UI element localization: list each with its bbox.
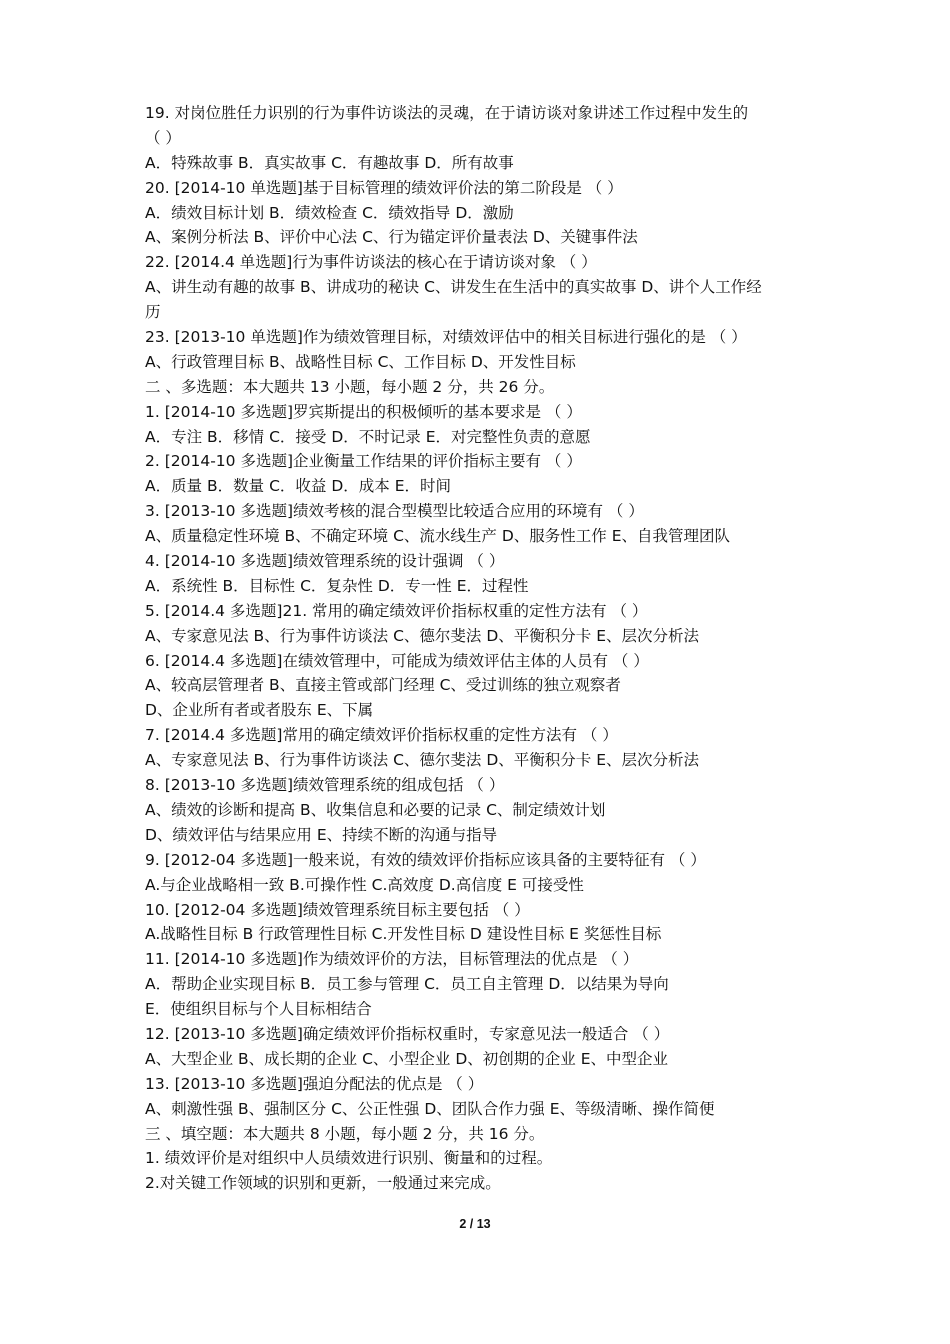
text-line: A．质量 B．数量 C．收益 D．成本 E．时间 (145, 477, 451, 496)
text-line: 9. [2012-04 多选题]一般来说，有效的绩效评价指标应该具备的主要特征有 （ ） (145, 850, 706, 869)
text-line: A、质量稳定性环境 B、不确定环境 C、流水线生产 D、服务性工作 E、自我管理团队 (145, 527, 730, 546)
text-line: D、绩效评估与结果应用 E、持续不断的沟通与指导 (145, 825, 498, 844)
text-line: A、专家意见法 B、行为事件访谈法 C、德尔斐法 D、平衡积分卡 E、层次分析法 (145, 751, 699, 770)
text-line: 三 、填空题：本大题共 8 小题，每小题 2 分，共 16 分。 (145, 1124, 545, 1143)
text-line: 20. [2014-10 单选题]基于目标管理的绩效评价法的第二阶段是 （ ） (145, 178, 623, 197)
text-line: 12. [2013-10 多选题]确定绩效评价指标权重时，专家意见法一般适合 （ ） (145, 1024, 670, 1043)
text-line: 1. 绩效评价是对组织中人员绩效进行识别、衡量和的过程。 (145, 1149, 553, 1168)
text-line: A．特殊故事 B．真实故事 C．有趣故事 D．所有故事 (145, 153, 514, 172)
text-line: 4. [2014-10 多选题]绩效管理系统的设计强调 （ ） (145, 552, 505, 571)
text-line: 历 (145, 303, 161, 322)
text-line: A.与企业战略相一致 B.可操作性 C.高效度 D.高信度 E 可接受性 (145, 875, 584, 894)
text-line: A．绩效目标计划 B．绩效检查 C．绩效指导 D．激励 (145, 203, 514, 222)
text-line: A.战略性目标 B 行政管理性目标 C.开发性目标 D 建设性目标 E 奖惩性目标 (145, 925, 662, 944)
text-line: A．系统性 B．目标性 C．复杂性 D．专一性 E．过程性 (145, 576, 529, 595)
document-body (145, 101, 815, 1196)
text-line: A、行政管理目标 B、战略性目标 C、工作目标 D、开发性目标 (145, 352, 576, 371)
text-line: 2. [2014-10 多选题]企业衡量工作结果的评价指标主要有 （ ） (145, 452, 582, 471)
text-line: 8. [2013-10 多选题]绩效管理系统的组成包括 （ ） (145, 776, 505, 795)
text-line: A、较高层管理者 B、直接主管或部门经理 C、受过训练的独立观察者 (145, 676, 621, 695)
text-line: 23. [2013-10 单选题]作为绩效管理目标，对绩效评估中的相关目标进行强化的是 （ ） (145, 328, 747, 347)
text-line: 1. [2014-10 多选题]罗宾斯提出的积极倾听的基本要求是 （ ） (145, 402, 582, 421)
text-line: A．专注 B．移情 C．接受 D．不时记录 E．对完整性负责的意愿 (145, 427, 591, 446)
text-line: A、大型企业 B、成长期的企业 C、小型企业 D、初创期的企业 E、中型企业 (145, 1049, 668, 1068)
text-line: A、绩效的诊断和提高 B、收集信息和必要的记录 C、制定绩效计划 (145, 800, 606, 819)
text-line: D、企业所有者或者股东 E、下属 (145, 701, 374, 720)
text-line: 7. [2014.4 多选题]常用的确定绩效评价指标权重的定性方法有 （ ） (145, 726, 618, 745)
text-line: A．帮助企业实现目标 B．员工参与管理 C．员工自主管理 D．以结果为导向 (145, 975, 669, 994)
text-line: A、讲生动有趣的故事 B、讲成功的秘诀 C、讲发生在生活中的真实故事 D、讲个人工作经 (145, 278, 762, 297)
text-line: 2.对关键工作领域的识别和更新，一般通过来完成。 (145, 1174, 501, 1193)
text-line: （ ） (145, 128, 181, 147)
text-line: A、专家意见法 B、行为事件访谈法 C、德尔斐法 D、平衡积分卡 E、层次分析法 (145, 626, 699, 645)
page-number: 2 / 13 (459, 1217, 491, 1231)
text-line: A、刺激性强 B、强制区分 C、公正性强 D、团队合作力强 E、等级清晰、操作简便 (145, 1099, 715, 1118)
text-line: 13. [2013-10 多选题]强迫分配法的优点是 （ ） (145, 1074, 484, 1093)
text-line: 3. [2013-10 多选题]绩效考核的混合型模型比较适合应用的环境有 （ ） (145, 502, 644, 521)
text-line: A、案例分析法 B、评价中心法 C、行为锚定评价量表法 D、关键事件法 (145, 228, 638, 247)
text-line: 6. [2014.4 多选题]在绩效管理中，可能成为绩效评估主体的人员有 （ ） (145, 651, 649, 670)
text-line: 19. 对岗位胜任力识别的行为事件访谈法的灵魂，在于请访谈对象讲述工作过程中发生的 (145, 104, 749, 122)
text-line: 22. [2014.4 单选题]行为事件访谈法的核心在于请访谈对象 （ ） (145, 253, 597, 272)
text-line: E．使组织目标与个人目标相结合 (145, 1000, 372, 1019)
text-line: 10. [2012-04 多选题]绩效管理系统目标主要包括 （ ） (145, 900, 530, 919)
text-line: 二 、多选题：本大题共 13 小题，每小题 2 分，共 26 分。 (145, 377, 555, 396)
text-line: 11. [2014-10 多选题]作为绩效评价的方法，目标管理法的优点是 （ ） (145, 950, 639, 969)
text-line: 5. [2014.4 多选题]21. 常用的确定绩效评价指标权重的定性方法有 （ ） (145, 601, 648, 620)
